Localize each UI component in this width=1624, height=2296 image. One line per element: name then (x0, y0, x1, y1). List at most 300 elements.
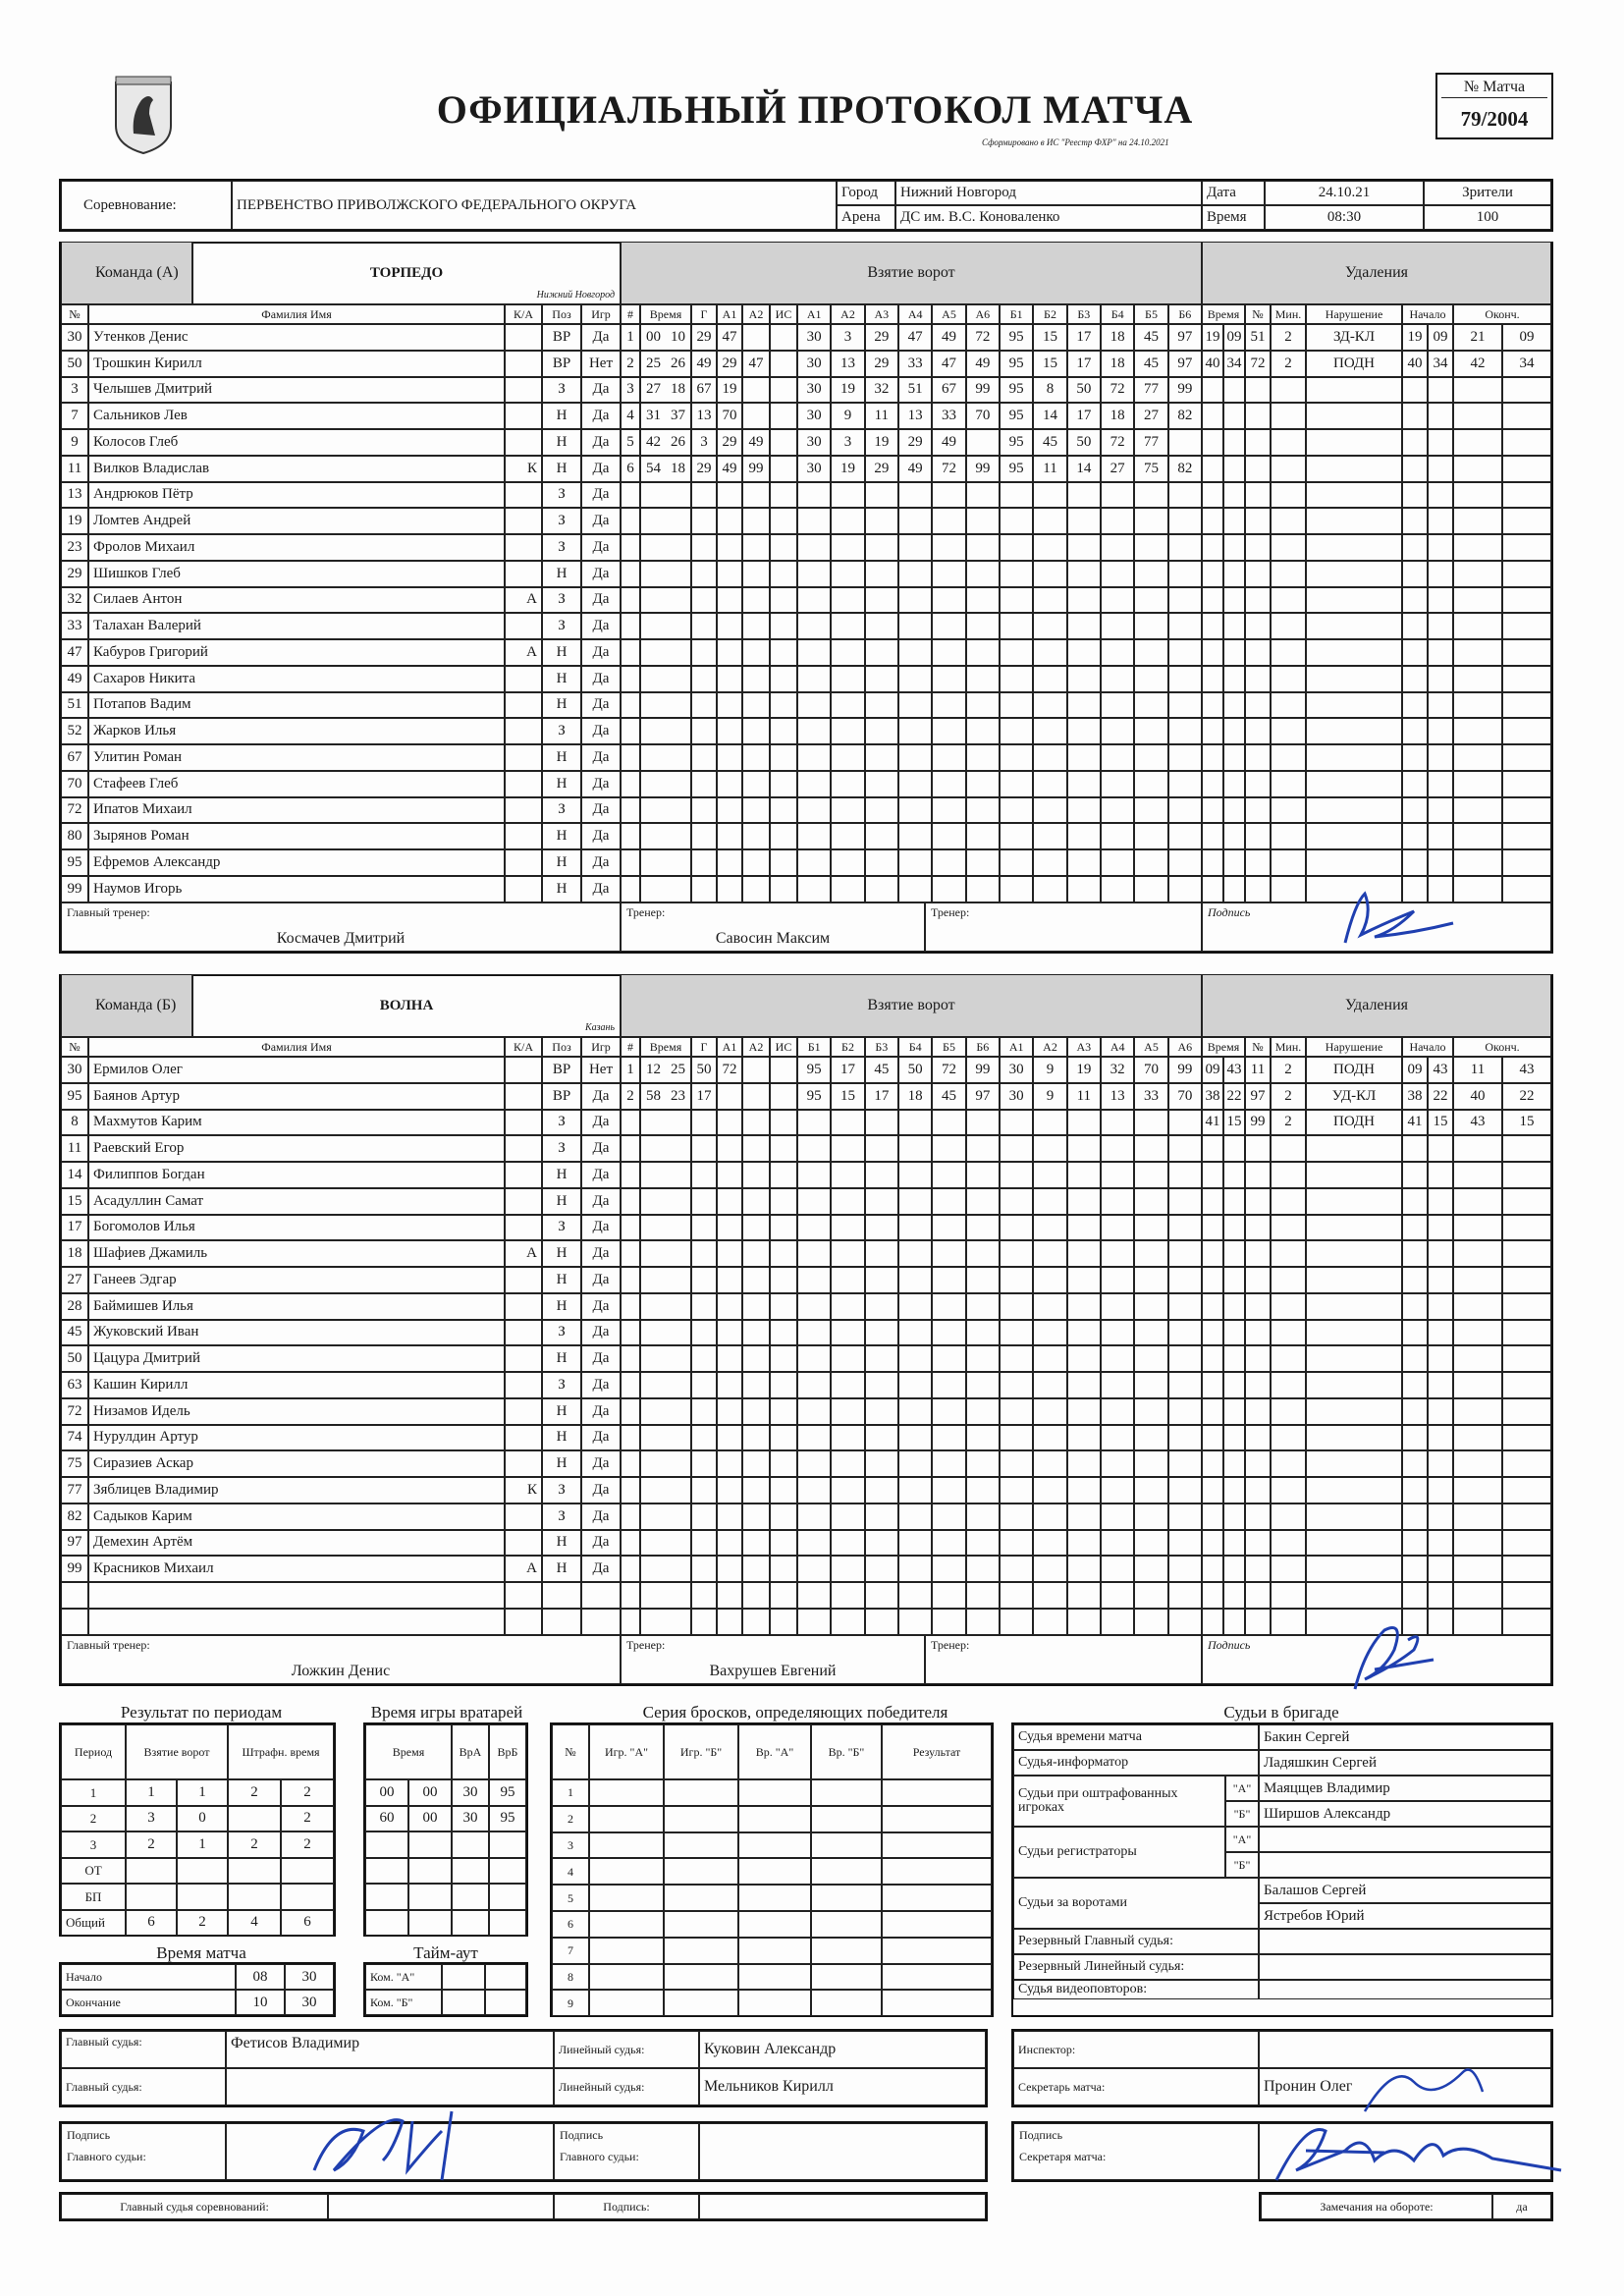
period-pen-a (228, 1858, 281, 1885)
goal-cell (1134, 534, 1167, 561)
player-number: 50 (61, 351, 88, 377)
penalty-cell (1402, 849, 1428, 876)
goal-cell (640, 1215, 691, 1241)
team_a-goal-col-16: Б5 (1134, 304, 1167, 324)
penalty-cell (1453, 1398, 1502, 1425)
goal-cell (797, 1293, 831, 1320)
goal-cell (966, 1188, 1000, 1215)
penalty-cell (1202, 876, 1223, 902)
goal-cell: 13 (898, 403, 932, 429)
goal-cell (1067, 1398, 1101, 1425)
goal-cell (831, 1188, 864, 1215)
goal-cell (865, 613, 898, 639)
shootout-header: Вр. "А" (738, 1724, 811, 1779)
goal-cell (770, 1240, 797, 1267)
goalie-sec (408, 1831, 452, 1858)
period-pen-a (228, 1806, 281, 1832)
goal-cell (621, 508, 640, 534)
goal-cell (742, 1215, 770, 1241)
goal-cell (1000, 508, 1033, 534)
team_a-name: ТОРПЕДО (192, 242, 621, 304)
penalty-cell (1402, 456, 1428, 482)
goal-cell (1000, 561, 1033, 587)
goal-cell (797, 587, 831, 614)
player-number: 23 (61, 534, 88, 561)
goal-cell (1134, 508, 1167, 534)
goalie-sec (408, 1910, 452, 1937)
penalty-cell (1402, 797, 1428, 824)
goal-cell: 50 (1067, 377, 1101, 404)
goal-cell (1000, 1425, 1033, 1451)
goal-cell: 32 (865, 377, 898, 404)
penalty-cell (1202, 1450, 1223, 1477)
goal-cell (1168, 1293, 1202, 1320)
player-captain-mark (505, 1162, 542, 1188)
shootout-cell (589, 1832, 664, 1859)
goal-cell (966, 508, 1000, 534)
goal-cell (770, 823, 797, 849)
goalie-min: 00 (365, 1779, 408, 1806)
penalty-cell: 34 (1502, 351, 1551, 377)
goal-cell (1067, 666, 1101, 692)
team_a-head-coach-label: Главный тренер: (67, 904, 150, 919)
goal-cell (1067, 1135, 1101, 1162)
goal-cell (1000, 534, 1033, 561)
periods-title: Результат по периодам (120, 1702, 283, 1722)
ref-reserve-main-label: Резервный Главный судья: (1013, 1929, 1259, 1954)
goal-cell (1067, 876, 1101, 902)
goal-cell (1168, 429, 1202, 456)
goal-cell: 5 (621, 429, 640, 456)
goal-cell (1134, 1372, 1167, 1398)
goal-cell (1168, 1110, 1202, 1136)
penalty-cell (1223, 534, 1245, 561)
penalty-cell: 40 (1202, 351, 1223, 377)
penalty-cell (1402, 561, 1428, 587)
player-played: Да (581, 561, 621, 587)
goal-cell: 49 (717, 456, 742, 482)
goal-cell (742, 403, 770, 429)
ref-reserve-line (1259, 1954, 1551, 1980)
goal-cell: 17 (831, 1057, 864, 1083)
player-captain-mark (505, 482, 542, 509)
player-position: Н (542, 1398, 581, 1425)
goal-cell (797, 482, 831, 509)
team_b-goal-col-11: Б6 (966, 1037, 1000, 1057)
goal-cell: 77 (1134, 377, 1167, 404)
period-name: 1 (61, 1779, 126, 1806)
goal-cell (1134, 587, 1167, 614)
goal-cell (717, 613, 742, 639)
goal-cell: 30 (797, 377, 831, 404)
goal-cell (1134, 1450, 1167, 1477)
player-position: ВР (542, 1083, 581, 1110)
goal-cell: 15 (831, 1083, 864, 1110)
penalty-cell (1502, 692, 1551, 719)
player-position: Н (542, 1188, 581, 1215)
goal-cell: 99 (1168, 1057, 1202, 1083)
comp-ref-label: Главный судья соревнований: (61, 2194, 328, 2219)
team_b-pen-col-1: № (1245, 1037, 1271, 1057)
team_b-goal-col-14: А3 (1067, 1037, 1101, 1057)
goal-cell (865, 1503, 898, 1530)
player-position: Н (542, 639, 581, 666)
period-pen-b (281, 1884, 334, 1910)
goal-cell (966, 692, 1000, 719)
shootout-cell (882, 1885, 992, 1911)
penalty-cell (1271, 1240, 1306, 1267)
goal-cell (640, 456, 691, 482)
goal-cell (1168, 639, 1202, 666)
penalty-cell (1245, 1240, 1271, 1267)
penalty-cell (1502, 1609, 1551, 1635)
goal-cell (932, 1267, 965, 1293)
ref-registrar-a (1259, 1827, 1551, 1852)
player-captain-mark (505, 1450, 542, 1477)
goal-cell: 49 (966, 351, 1000, 377)
period-goals-a: 1 (126, 1779, 177, 1806)
competition-label: Соревнование: (61, 181, 232, 230)
penalty-cell (1202, 1135, 1223, 1162)
penalty-cell (1402, 1188, 1428, 1215)
goal-cell (1134, 482, 1167, 509)
goalie-a (452, 1884, 489, 1910)
player-number: 74 (61, 1425, 88, 1451)
player-name: Андрюков Пётр (88, 482, 505, 509)
goal-cell (742, 639, 770, 666)
goal-cell (1067, 718, 1101, 744)
player-played: Да (581, 1372, 621, 1398)
goal-cell (691, 1188, 717, 1215)
goal-cell (1101, 1450, 1134, 1477)
goal-cell (966, 666, 1000, 692)
penalty-cell (1306, 561, 1402, 587)
player-position: Н (542, 1345, 581, 1372)
player-number: 75 (61, 1450, 88, 1477)
penalty-cell (1402, 534, 1428, 561)
goal-cell: 70 (1134, 1057, 1167, 1083)
penalty-cell: 09 (1428, 324, 1453, 351)
player-played: Да (581, 1293, 621, 1320)
goal-cell: 17 (691, 1083, 717, 1110)
goal-cell (932, 482, 965, 509)
goal-cell (797, 1320, 831, 1346)
penalty-cell: 21 (1453, 324, 1502, 351)
goal-cell (1033, 666, 1066, 692)
penalty-cell (1428, 718, 1453, 744)
team_a-goal-col-9: А4 (898, 304, 932, 324)
goal-cell (742, 1320, 770, 1346)
goal-cell (1033, 1398, 1066, 1425)
goal-cell (831, 1110, 864, 1136)
goal-cell (865, 744, 898, 771)
goal-cell (831, 1240, 864, 1267)
penalty-cell (1453, 849, 1502, 876)
penalty-cell (1402, 1267, 1428, 1293)
goal-cell (717, 1477, 742, 1503)
penalty-cell (1402, 692, 1428, 719)
goal-cell (831, 1556, 864, 1582)
goal-cell: 95 (1000, 377, 1033, 404)
penalty-cell (1502, 1503, 1551, 1530)
goal-cell (742, 613, 770, 639)
goal-cell: 29 (691, 456, 717, 482)
shootout-cell (811, 1858, 882, 1885)
goal-cell (1033, 718, 1066, 744)
penalty-cell (1223, 692, 1245, 719)
period-goals-a: 6 (126, 1910, 177, 1937)
goal-second: 37 (671, 408, 685, 424)
shootout-cell (811, 1779, 882, 1806)
player-name: Низамов Идель (88, 1398, 505, 1425)
goal-cell: 72 (1101, 377, 1134, 404)
team_a-pen-col-2: Мин. (1271, 304, 1306, 324)
time: 08:30 (1265, 205, 1424, 230)
goal-cell (797, 1477, 831, 1503)
goal-cell (1067, 1110, 1101, 1136)
team_b-col-play: Игр (581, 1037, 621, 1057)
goal-cell (640, 1188, 691, 1215)
goalie-h-time: Время (365, 1724, 452, 1779)
goal-cell (770, 1345, 797, 1372)
goal-cell: 3 (831, 429, 864, 456)
player-number: 45 (61, 1320, 88, 1346)
goal-cell (898, 1398, 932, 1425)
goal-cell (797, 1372, 831, 1398)
goal-cell (1134, 1240, 1167, 1267)
match-end-min: 30 (285, 1990, 334, 2015)
player-position: Н (542, 456, 581, 482)
goal-cell: 99 (966, 377, 1000, 404)
goal-cell (1134, 849, 1167, 876)
penalty-cell (1428, 1450, 1453, 1477)
goal-cell (1101, 1530, 1134, 1557)
secretary: Пронин Олег (1259, 2068, 1551, 2105)
penalty-cell (1223, 797, 1245, 824)
shootout-cell (664, 1964, 738, 1991)
player-position: З (542, 613, 581, 639)
penalty-cell (1223, 403, 1245, 429)
penalty-cell (1428, 1345, 1453, 1372)
team_a-col-num: № (61, 304, 88, 324)
goal-cell: 47 (932, 351, 965, 377)
sign-main-label-2b: Главного судьи: (560, 2150, 639, 2163)
goal-cell (691, 1425, 717, 1451)
goal-cell (1101, 1372, 1134, 1398)
goal-cell (717, 1530, 742, 1557)
goal-cell: 49 (932, 324, 965, 351)
goal-cell (1067, 1477, 1101, 1503)
penalty-cell (1271, 534, 1306, 561)
player-played: Да (581, 1267, 621, 1293)
goal-cell (742, 1293, 770, 1320)
goal-cell (1168, 1135, 1202, 1162)
goal-cell (797, 1135, 831, 1162)
goal-cell (1168, 744, 1202, 771)
goal-cell (966, 1240, 1000, 1267)
penalty-cell (1245, 849, 1271, 876)
player-number: 11 (61, 456, 88, 482)
penalty-cell (1245, 1320, 1271, 1346)
goal-cell (966, 1556, 1000, 1582)
goal-cell (770, 744, 797, 771)
player-number: 72 (61, 797, 88, 824)
penalty-cell (1502, 456, 1551, 482)
penalty-cell: 40 (1453, 1083, 1502, 1110)
goal-cell (1101, 1267, 1134, 1293)
goal-cell (932, 1609, 965, 1635)
goal-cell (1000, 744, 1033, 771)
player-captain-mark (505, 377, 542, 404)
goal-cell (640, 1345, 691, 1372)
player-name: Ефремов Александр (88, 849, 505, 876)
penalty-cell (1453, 639, 1502, 666)
timeout-b-min (442, 1990, 485, 2015)
penalty-cell (1502, 639, 1551, 666)
team_b-pen-col-3: Нарушение (1306, 1037, 1402, 1057)
shootout-cell (811, 1832, 882, 1859)
timeout-b-label: Ком. "Б" (365, 1990, 442, 2015)
penalty-cell (1306, 1320, 1402, 1346)
player-number: 14 (61, 1162, 88, 1188)
player-number (61, 1582, 88, 1609)
ref-reserve-line-label: Резервный Линейный судья: (1013, 1954, 1259, 1980)
player-number: 63 (61, 1372, 88, 1398)
goal-cell (1000, 1372, 1033, 1398)
goal-cell (1033, 1110, 1066, 1136)
goal-cell (621, 1450, 640, 1477)
penalty-cell: 43 (1428, 1057, 1453, 1083)
goal-second: 25 (671, 1061, 685, 1077)
penalty-cell: 19 (1202, 324, 1223, 351)
goal-cell (831, 1425, 864, 1451)
penalty-cell (1271, 1398, 1306, 1425)
goal-cell (932, 1293, 965, 1320)
goal-cell (898, 1609, 932, 1635)
timeout-a-sec (485, 1964, 526, 1990)
goal-cell: 45 (1134, 351, 1167, 377)
goal-cell (1067, 1215, 1101, 1241)
team_b-goal-col-9: Б4 (898, 1037, 932, 1057)
goalie-a: 30 (452, 1806, 489, 1832)
player-number: 80 (61, 823, 88, 849)
shootout-cell (882, 1779, 992, 1806)
goal-cell (621, 1530, 640, 1557)
goal-cell (932, 1135, 965, 1162)
goal-minute: 27 (646, 381, 661, 398)
goal-cell (621, 1110, 640, 1136)
goal-cell (640, 587, 691, 614)
goal-cell (621, 1503, 640, 1530)
goal-cell (691, 1240, 717, 1267)
goal-cell (640, 876, 691, 902)
goal-cell (831, 692, 864, 719)
goal-cell: 13 (691, 403, 717, 429)
player-number: 95 (61, 849, 88, 876)
goal-cell (898, 1215, 932, 1241)
goal-cell (770, 718, 797, 744)
player-captain-mark (505, 771, 542, 797)
goal-cell (1134, 1188, 1167, 1215)
goal-second: 26 (671, 355, 685, 371)
main-ref-label-2: Главный судья: (61, 2068, 226, 2105)
goalie-min (365, 1831, 408, 1858)
penalty-cell (1245, 639, 1271, 666)
goal-cell (621, 1398, 640, 1425)
goal-cell: 15 (1033, 351, 1066, 377)
penalty-cell (1271, 1477, 1306, 1503)
goal-cell (640, 639, 691, 666)
team_b-goal-col-15: А4 (1101, 1037, 1134, 1057)
player-position: ВР (542, 351, 581, 377)
player-position (542, 1609, 581, 1635)
penalty-cell (1202, 1556, 1223, 1582)
goal-cell (1168, 1240, 1202, 1267)
goal-cell (898, 797, 932, 824)
goal-cell (1168, 1477, 1202, 1503)
goal-cell (640, 534, 691, 561)
goal-cell (742, 1083, 770, 1110)
goal-cell (1134, 1345, 1167, 1372)
goal-cell (1000, 1450, 1033, 1477)
team_b-goal-col-7: Б2 (831, 1037, 864, 1057)
penalty-cell: 43 (1502, 1057, 1551, 1083)
goal-cell (898, 508, 932, 534)
goal-cell (1101, 1135, 1134, 1162)
penalty-cell (1223, 1398, 1245, 1425)
player-number: 82 (61, 1503, 88, 1530)
player-name: Кашин Кирилл (88, 1372, 505, 1398)
penalty-cell (1306, 456, 1402, 482)
goal-cell (1033, 508, 1066, 534)
penalty-cell (1223, 1503, 1245, 1530)
penalty-cell: 2 (1271, 351, 1306, 377)
goal-cell (1168, 613, 1202, 639)
player-played: Да (581, 1135, 621, 1162)
sign-main-2 (699, 2123, 986, 2180)
goal-cell (898, 1135, 932, 1162)
player-position: Н (542, 666, 581, 692)
player-captain-mark (505, 1398, 542, 1425)
penalty-cell (1402, 1135, 1428, 1162)
goal-cell (865, 534, 898, 561)
ref-penbox-b-tag: "Б" (1225, 1801, 1259, 1827)
shootout-cell (882, 1806, 992, 1832)
goal-cell (640, 1503, 691, 1530)
penalty-cell (1402, 744, 1428, 771)
goal-cell (770, 324, 797, 351)
penalty-cell (1271, 1556, 1306, 1582)
goal-cell: 99 (742, 456, 770, 482)
goal-cell (1000, 797, 1033, 824)
goal-cell: 95 (1000, 324, 1033, 351)
goal-cell (770, 1320, 797, 1346)
penalty-cell (1453, 1162, 1502, 1188)
goal-cell: 45 (865, 1057, 898, 1083)
player-name: Жарков Илья (88, 718, 505, 744)
penalty-cell (1271, 744, 1306, 771)
player-played: Да (581, 534, 621, 561)
penalty-cell (1202, 1477, 1223, 1503)
penalty-cell (1223, 718, 1245, 744)
penalty-cell: УД-КЛ (1306, 1083, 1402, 1110)
goal-cell (1067, 1556, 1101, 1582)
goal-cell (797, 1188, 831, 1215)
player-played: Да (581, 797, 621, 824)
penalty-cell (1245, 1215, 1271, 1241)
goal-cell (966, 823, 1000, 849)
penalty-cell (1402, 403, 1428, 429)
